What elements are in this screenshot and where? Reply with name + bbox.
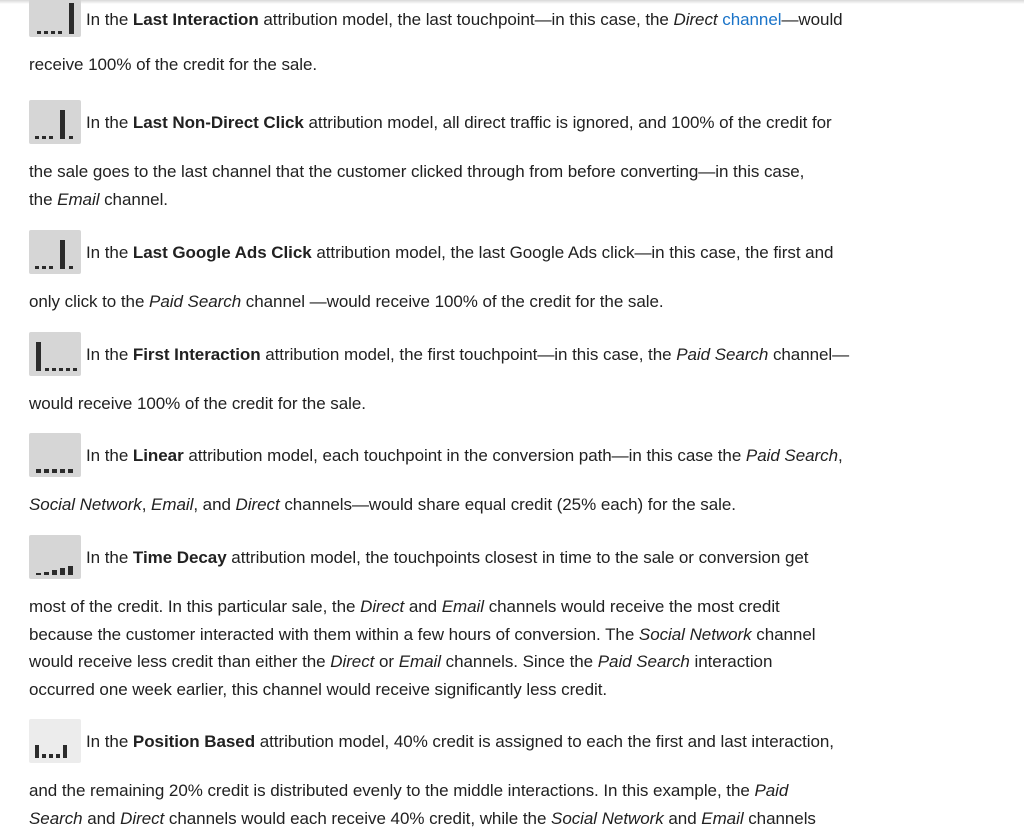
channel-name: Direct <box>360 597 404 616</box>
text-run: interaction <box>690 652 773 671</box>
text-run: In the <box>86 243 133 262</box>
paragraph-text <box>29 233 944 265</box>
text-run: In the <box>86 10 133 29</box>
paragraph-line <box>29 676 944 704</box>
paragraph-position-based <box>29 722 944 832</box>
text-run: and the remaining 20% credit is distributed evenly to the middle interactions. In this example, the <box>29 781 754 800</box>
text-run: attribution model, the first touchpoint—in this case, the <box>261 345 677 364</box>
text-run: attribution model, the last touchpoint—in this case, the <box>259 10 674 29</box>
channel-name: Email <box>701 809 743 828</box>
channel-name: Paid <box>754 781 788 800</box>
text-run: the sale goes to the last channel that the customer clicked through from before converting—in this case, <box>29 162 804 181</box>
text-run: most of the credit. In this particular sale, the <box>29 597 360 616</box>
paragraph-text <box>29 538 944 570</box>
text-run: channels would receive the most credit <box>484 597 780 616</box>
channel-name: Search <box>29 809 83 828</box>
model-name: Time Decay <box>133 548 227 567</box>
text-run: In the <box>86 345 133 364</box>
text-run: channel —would receive 100% of the credit for the sale. <box>241 292 663 311</box>
text-run: attribution model, the touchpoints closest in time to the sale or conversion get <box>227 548 809 567</box>
paragraph-text <box>29 103 944 135</box>
text-run: attribution model, all direct traffic is ignored, and 100% of the credit for <box>304 113 832 132</box>
paragraph-text <box>29 722 944 754</box>
channel-name: Social Network <box>639 625 752 644</box>
paragraph-last-google-ads-click <box>29 233 944 316</box>
channel-name: Paid Search <box>149 292 241 311</box>
text-run: channels. Since the <box>441 652 598 671</box>
text-run: and <box>664 809 702 828</box>
paragraph-text <box>29 0 944 32</box>
text-run: In the <box>86 113 133 132</box>
channel-name: Paid Search <box>746 446 838 465</box>
paragraph-line <box>29 376 944 418</box>
channel-name: Email <box>399 652 441 671</box>
text-run: channel <box>752 625 816 644</box>
text-run: and <box>404 597 442 616</box>
text-run: occurred one week earlier, this channel would receive significantly less credit. <box>29 680 607 699</box>
model-name: Last Google Ads Click <box>133 243 312 262</box>
paragraph-line <box>29 274 944 316</box>
text-run: channels would each receive 40% credit, while the <box>164 809 551 828</box>
paragraph-line <box>29 186 944 214</box>
last-non-direct-click-model-icon <box>29 100 81 144</box>
model-name: Linear <box>133 446 184 465</box>
text-run: receive 100% of the credit for the sale. <box>29 55 317 74</box>
text-run: In the <box>86 446 133 465</box>
channel-name: Direct <box>673 10 717 29</box>
paragraph-line <box>29 37 944 79</box>
text-run: In the <box>86 732 133 751</box>
paragraph-line <box>29 477 944 519</box>
text-run: , <box>838 446 843 465</box>
text-run: or <box>374 652 398 671</box>
paragraph-line <box>29 579 944 621</box>
text-run: —would <box>781 10 842 29</box>
paragraph-text <box>29 436 944 468</box>
text-run: channel— <box>768 345 849 364</box>
paragraph-line <box>29 648 944 676</box>
paragraph-linear <box>29 436 944 519</box>
channel-name: Direct <box>120 809 164 828</box>
channel-name: Paid Search <box>598 652 690 671</box>
paragraph-line <box>29 621 944 649</box>
last-interaction-model-icon <box>29 0 81 37</box>
text-run: In the <box>86 548 133 567</box>
position-based-model-icon <box>29 719 81 763</box>
paragraph-line <box>29 144 944 186</box>
channel-name: Direct <box>236 495 280 514</box>
text-run: the <box>29 190 57 209</box>
text-run: would receive 100% of the credit for the sale. <box>29 394 366 413</box>
channel-name: Social Network <box>551 809 664 828</box>
channel-name: Email <box>57 190 99 209</box>
channel-name: Social Network <box>29 495 142 514</box>
channel-name: Direct <box>330 652 374 671</box>
paragraph-text <box>29 335 944 367</box>
model-name: Last Non-Direct Click <box>133 113 304 132</box>
text-run: attribution model, the last Google Ads click—in this case, the first and <box>312 243 834 262</box>
text-run: channel. <box>99 190 168 209</box>
paragraph-line <box>29 763 944 805</box>
paragraph-last-non-direct-click <box>29 103 944 213</box>
linear-model-icon <box>29 433 81 477</box>
model-name: Position Based <box>133 732 255 751</box>
text-run: only click to the <box>29 292 149 311</box>
paragraph-line <box>29 805 944 832</box>
model-name: First Interaction <box>133 345 261 364</box>
text-run: , and <box>193 495 235 514</box>
text-run: attribution model, 40% credit is assigned to each the first and last interaction, <box>255 732 834 751</box>
text-run: attribution model, each touchpoint in the conversion path—in this case the <box>184 446 746 465</box>
model-name: Last Interaction <box>133 10 259 29</box>
paragraph-first-interaction <box>29 335 944 418</box>
text-run: channels <box>744 809 816 828</box>
text-run: and <box>83 809 121 828</box>
text-run: channels—would share equal credit (25% each) for the sale. <box>280 495 736 514</box>
paragraph-time-decay <box>29 538 944 703</box>
channel-name: Email <box>151 495 193 514</box>
time-decay-model-icon <box>29 535 81 579</box>
text-run: because the customer interacted with them within a few hours of conversion. The <box>29 625 639 644</box>
last-google-ads-click-model-icon <box>29 230 81 274</box>
channel-name: Email <box>442 597 484 616</box>
first-interaction-model-icon <box>29 332 81 376</box>
text-run: would receive less credit than either the <box>29 652 330 671</box>
channel-link[interactable]: channel <box>718 10 782 29</box>
paragraph-last-interaction <box>29 0 944 79</box>
channel-name: Paid Search <box>676 345 768 364</box>
text-run: , <box>142 495 151 514</box>
